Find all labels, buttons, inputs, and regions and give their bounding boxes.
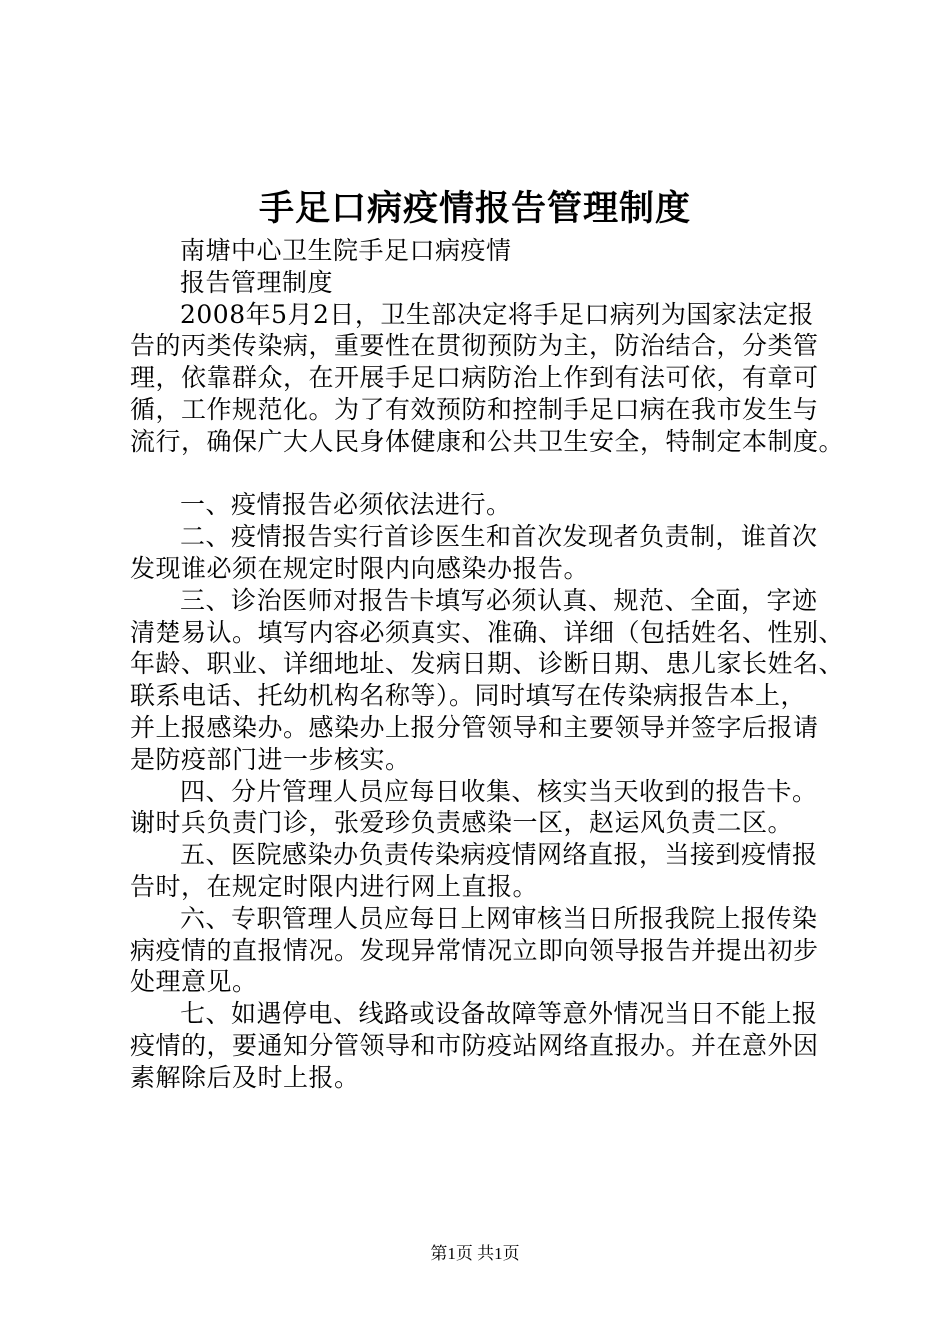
- intro-line-2: 告的丙类传染病，重要性在贯彻预防为主，防治结合，分类管: [130, 331, 819, 361]
- item-2-line-1: 二、疫情报告实行首诊医生和首次发现者负责制，谁首次: [180, 522, 818, 552]
- paragraph-gap: [130, 458, 855, 490]
- item-6-line-1: 六、专职管理人员应每日上网审核当日所报我院上报传染: [180, 903, 818, 933]
- page-footer: 第1页 共1页: [430, 1244, 520, 1263]
- subtitle-line-2: 报告管理制度: [180, 267, 334, 297]
- item-4-line-2: 谢时兵负责门诊，张爱珍负责感染一区，赵运风负责二区。: [130, 808, 794, 838]
- subtitle-line-1: 南塘中心卫生院手足口病疫情: [180, 236, 512, 265]
- item-5-line-2: 告时，在规定时限内进行网上直报。: [130, 871, 539, 901]
- item-1-line-1: 一、疫情报告必须依法进行。: [180, 490, 512, 520]
- item-3-line-6: 是防疫部门进一步核实。: [130, 744, 411, 774]
- document-body: [130, 235, 855, 1094]
- item-6-line-3: 处理意见。: [130, 967, 258, 997]
- document-title: 手足口病疫情报告管理制度: [258, 188, 691, 229]
- item-4-line-1: 四、分片管理人员应每日收集、核实当天收到的报告卡。: [180, 776, 818, 806]
- item-5-line-1: 五、医院感染办负责传染病疫情网络直报，当接到疫情报: [180, 840, 818, 870]
- item-7-line-3: 素解除后及时上报。: [130, 1062, 360, 1092]
- item-3-line-4: 联系电话、托幼机构名称等）。同时填写在传染病报告本上，: [130, 681, 807, 711]
- item-7-line-1: 七、如遇停电、线路或设备故障等意外情况当日不能上报: [180, 999, 818, 1029]
- item-3-line-3: 年龄、职业、详细地址、发病日期、诊断日期、患儿家长姓名、: [130, 649, 845, 679]
- item-3-line-2: 清楚易认。填写内容必须真实、准确、详细（包括姓名、性别、: [130, 617, 845, 647]
- item-2-line-2: 发现谁必须在规定时限内向感染办报告。: [130, 553, 590, 583]
- item-3-line-5: 并上报感染办。感染办上报分管领导和主要领导并签字后报请: [130, 712, 819, 742]
- intro-line-1: 2008年5月2日，卫生部决定将手足口病列为国家法定报: [180, 299, 814, 329]
- intro-line-3: 理，依靠群众，在开展手足口病防治上作到有法可依，有章可: [130, 363, 819, 393]
- item-7-line-2: 疫情的，要通知分管领导和市防疫站网络直报办。并在意外因: [130, 1030, 819, 1060]
- intro-line-4: 循，工作规范化。为了有效预防和控制手足口病在我市发生与: [130, 394, 819, 424]
- item-6-line-2: 病疫情的直报情况。发现异常情况立即向领导报告并提出初步: [130, 935, 819, 965]
- item-3-line-1: 三、诊治医师对报告卡填写必须认真、规范、全面，字迹: [180, 585, 818, 615]
- intro-line-5: 流行，确保广大人民身体健康和公共卫生安全，特制定本制度。: [130, 426, 845, 456]
